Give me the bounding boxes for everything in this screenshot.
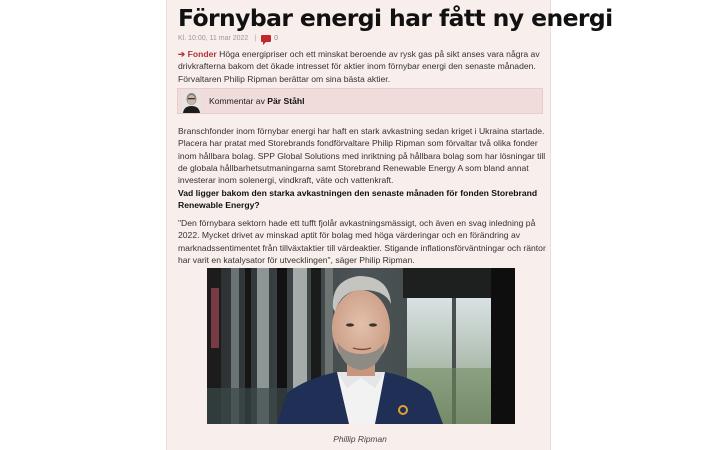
comment-box (177, 88, 543, 114)
speech-bubble-icon[interactable] (261, 35, 271, 42)
category-link[interactable] (178, 49, 217, 59)
photo-caption: Phillip Ripman (333, 434, 387, 444)
article-meta (178, 35, 278, 42)
question-heading: Vad ligger bakom den starka avkastningen den senaste månaden för fonden Storebrand Renewable Energy? (178, 188, 538, 211)
paragraph-2: "Den förnybara sektorn hade ett tufft fjolår avkastningsmässigt, och även en svag inledning på 2022. Mycket drivet av minskad aptit för bolag med höga värderingar och en förändring av marknadssentimentet från tillväxtaktier till värdeaktier. Stigande inflationsförväntningar och räntor har varit en katalysator för utvecklingen", säger Philip Ripman. (178, 218, 546, 265)
article-page (166, 0, 613, 450)
arrow-right-icon: ➔ (178, 49, 186, 59)
portrait-photo (207, 268, 515, 424)
article-title: Förnybar energi har fått ny energi (178, 4, 613, 32)
meta-separator: | (254, 35, 257, 42)
author-avatar (182, 91, 201, 113)
lead-text: Höga energipriser och ett minskat beroende av rysk gas på sikt anses vara några av drivkrafterna bakom det ökade intresset för aktier inom förnybar energi den senaste månaden. Förvaltaren Philip Ripman berättar om sina bästa aktier. (178, 49, 540, 84)
timestamp: Kl. 10:00, 11 mar 2022 (178, 35, 249, 42)
comment-byline (209, 96, 305, 106)
comment-prefix: Kommentar av (209, 96, 268, 106)
paragraph-1: Branschfonder inom förnybar energi har haft en stark avkastning sedan kriget i Ukraina startade. Placera har pratat med Storebrands fondförvaltare Philip Ripman som förvaltar två olika fonder inom hållbara bolag. SPP Global Solutions med inriktning på hållbara bolag som har lösningar till de globala hållbarhetsutmaningarna samt Storebrand Renewable Energy A som bland annat investerar inom solenergi, vindkraft, väte och vattenkraft. (178, 126, 546, 186)
author-name[interactable]: Pär Ståhl (267, 96, 305, 106)
article-lead (178, 48, 548, 85)
category-label: Fonder (187, 49, 217, 59)
comment-count[interactable]: 0 (274, 35, 279, 42)
